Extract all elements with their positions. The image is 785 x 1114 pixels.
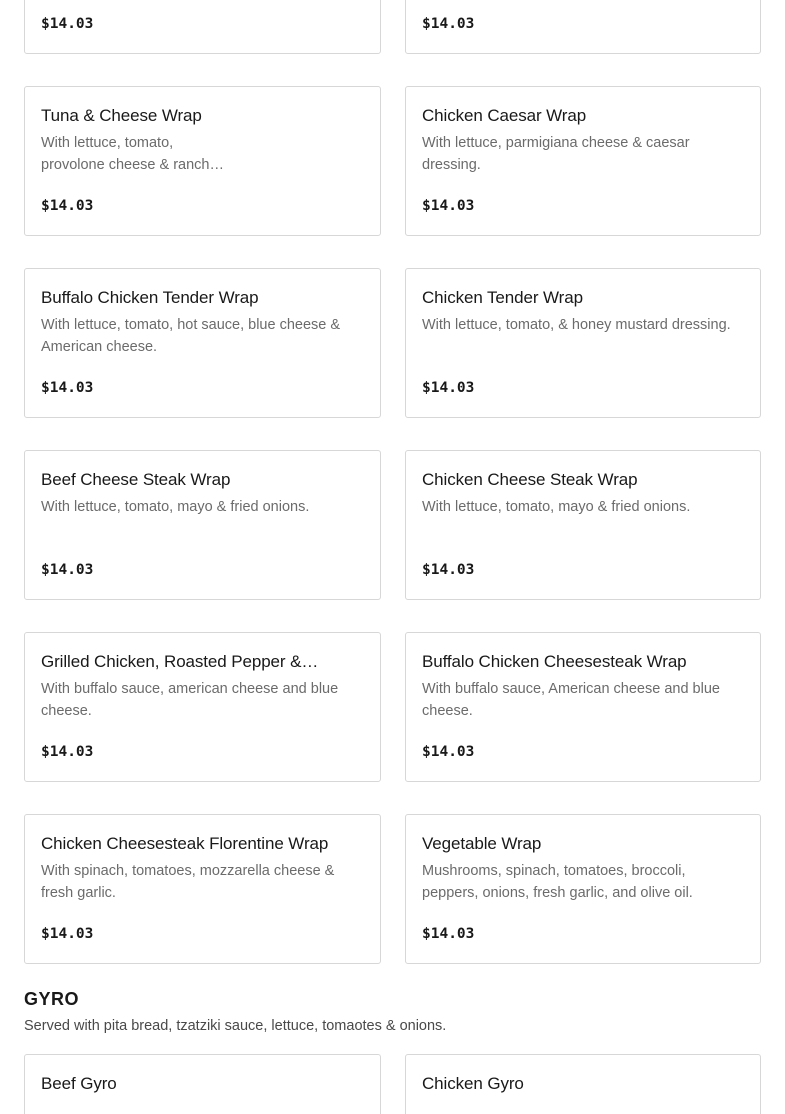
item-name: Chicken Cheesesteak Florentine Wrap [41,834,329,853]
item-price: $14.03 [41,16,94,32]
item-price: $14.03 [41,926,94,942]
menu-item-card[interactable] [405,814,761,964]
menu-item-card[interactable] [24,86,381,236]
item-price: $14.03 [422,380,475,396]
item-name: Beef Gyro [41,1074,117,1093]
item-description: With lettuce, tomato, hot sauce, blue cheese & American cheese. [41,317,341,355]
item-price: $14.03 [422,16,475,32]
item-name: Buffalo Chicken Cheesesteak Wrap [422,652,687,671]
item-name: Chicken Tender Wrap [422,288,583,307]
menu-item-card[interactable] [24,1054,381,1114]
item-name: Buffalo Chicken Tender Wrap [41,288,259,307]
item-description: Mushrooms, spinach, tomatoes, broccoli, peppers, onions, fresh garlic, and olive oil. [422,863,693,901]
menu-item-card[interactable] [24,632,381,782]
item-price: $14.03 [41,198,94,214]
item-name: Chicken Gyro [422,1074,524,1093]
item-name: Beef Cheese Steak Wrap [41,470,231,489]
menu-item-card[interactable] [405,0,761,54]
menu-item-card[interactable] [405,450,761,600]
item-name: Vegetable Wrap [422,834,542,853]
menu-item-card[interactable] [24,450,381,600]
item-description: With lettuce, parmigiana cheese & caesar dressing. [422,135,690,173]
menu-item-card[interactable] [405,632,761,782]
item-name: Chicken Cheese Steak Wrap [422,470,638,489]
section-title: GYRO [24,989,80,1009]
menu-item-card[interactable] [24,814,381,964]
item-description: With spinach, tomatoes, mozzarella cheese & fresh garlic. [41,863,335,901]
section-subtitle: Served with pita bread, tzatziki sauce, lettuce, tomaotes & onions. [24,1018,447,1034]
menu-item-card[interactable] [405,86,761,236]
item-price: $14.03 [422,926,475,942]
item-price: $14.03 [422,744,475,760]
item-price: $14.03 [422,562,475,578]
item-description: With lettuce, tomato, mayo & fried onions. [41,499,310,515]
item-description: With buffalo sauce, american cheese and blue cheese. [41,681,339,719]
item-name: Tuna & Cheese Wrap [41,106,202,125]
menu-item-card[interactable] [24,0,381,54]
item-description: With lettuce, tomato, provolone cheese & ranch… [41,135,224,173]
item-name: Chicken Caesar Wrap [422,106,587,125]
menu-item-card[interactable] [405,1054,761,1114]
item-price: $14.03 [41,744,94,760]
item-description: With buffalo sauce, American cheese and blue cheese. [422,681,720,719]
menu-item-card[interactable] [405,268,761,418]
menu-item-card[interactable] [24,268,381,418]
item-description: With lettuce, tomato, mayo & fried onions. [422,499,691,515]
item-name: Grilled Chicken, Roasted Pepper &… [41,652,319,671]
item-price: $14.03 [41,562,94,578]
item-price: $14.03 [41,380,94,396]
item-description: With lettuce, tomato, & honey mustard dressing. [422,317,731,333]
item-price: $14.03 [422,198,475,214]
